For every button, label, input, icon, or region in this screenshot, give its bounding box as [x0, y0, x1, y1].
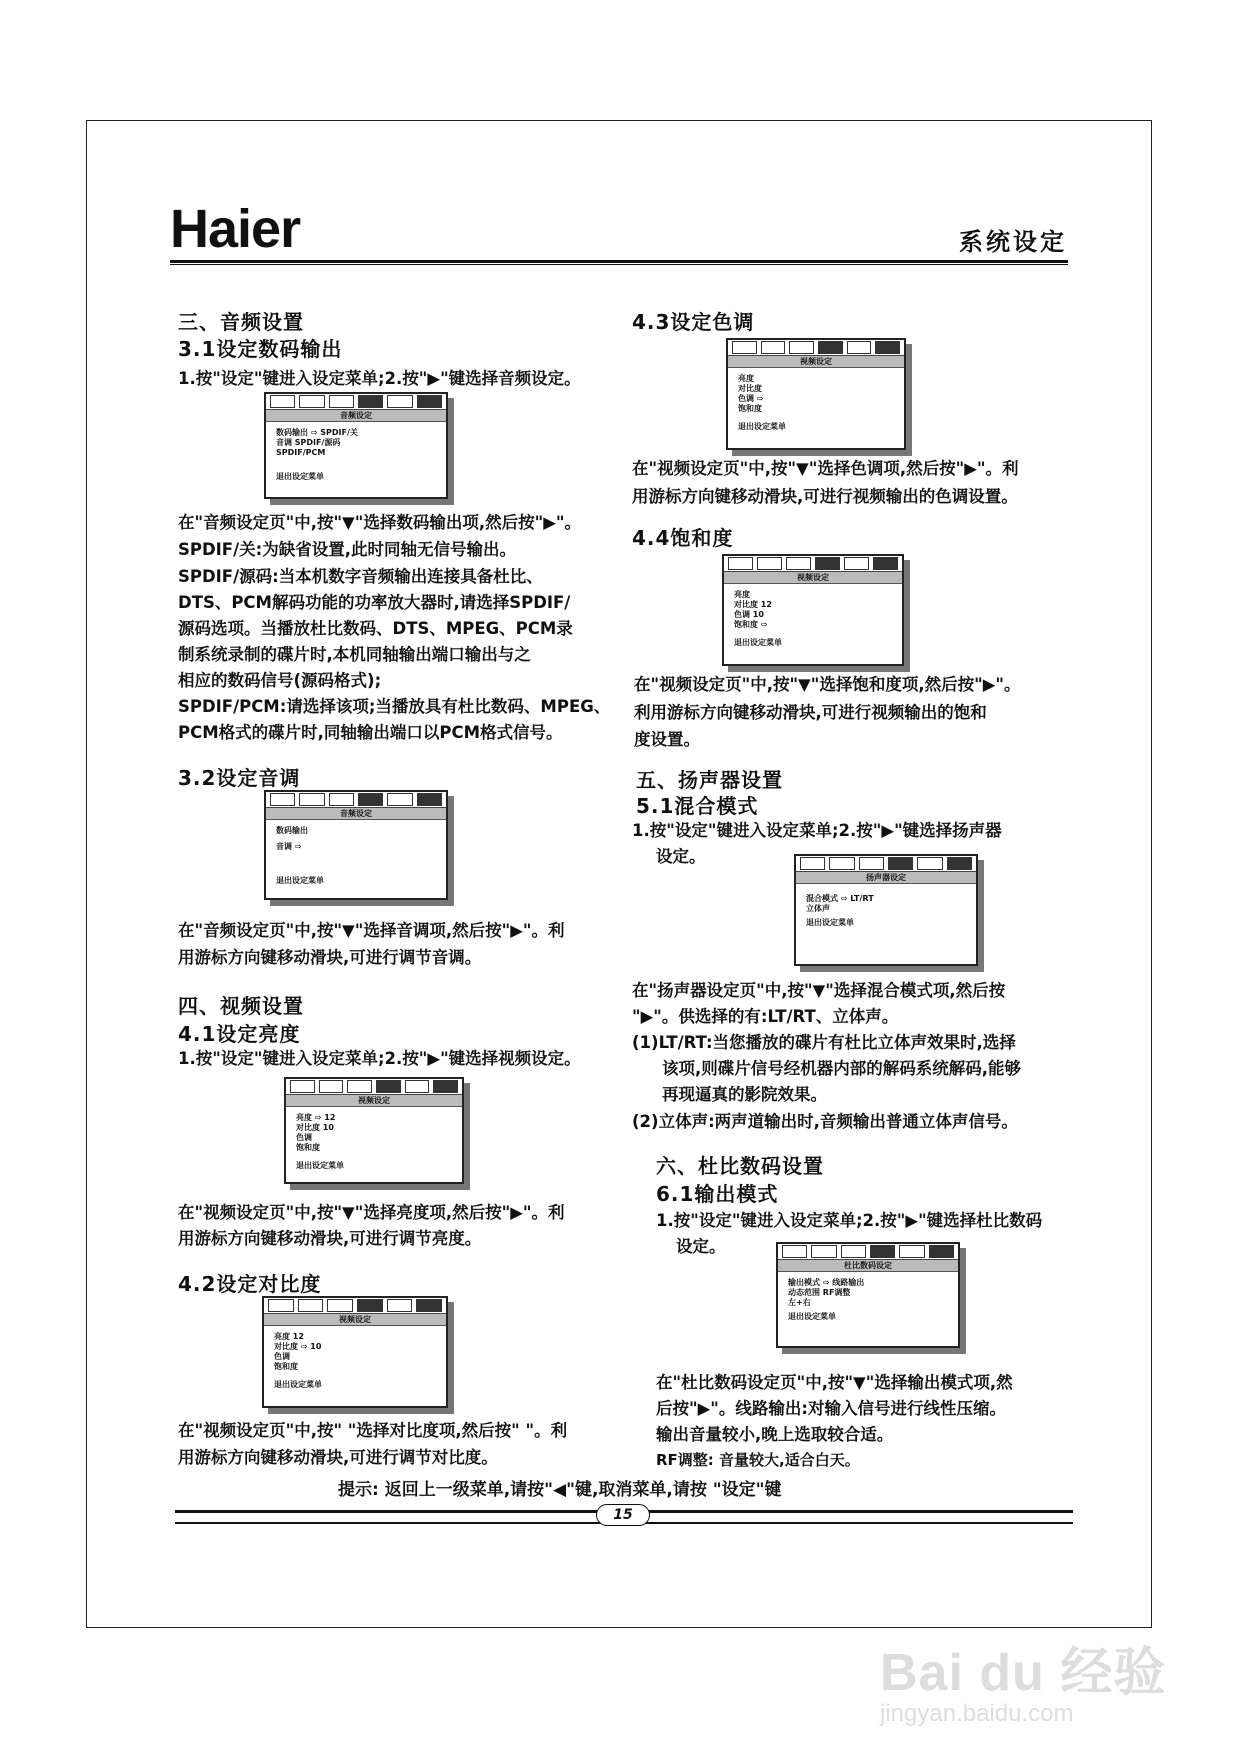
step-6-1: 1.按"设定"键进入设定菜单;2.按"▶"键选择杜比数码	[656, 1211, 1043, 1230]
para-3-1: 制系统录制的碟片时,本机同轴输出端口输出与之	[178, 645, 531, 664]
heading-3-1: 3.1设定数码输出	[178, 337, 343, 361]
menu-row: 饱和度	[738, 404, 762, 413]
video-menu-screenshot-3	[726, 338, 906, 450]
heading-5-1: 5.1混合模式	[636, 794, 759, 818]
menu-bar: 音频设定	[266, 410, 446, 422]
para-5-1: (1)LT/RT:当您播放的碟片有杜比立体声效果时,选择	[632, 1033, 1016, 1052]
heading-3-2: 3.2设定音调	[178, 766, 301, 790]
menu-bar: 视频设定	[728, 356, 904, 368]
para-4-4: 度设置。	[634, 730, 700, 749]
menu-row: 左+右	[788, 1298, 811, 1307]
menu-row: 亮度	[734, 590, 750, 599]
para-4-1: 在"视频设定页"中,按"▼"选择亮度项,然后按"▶"。利	[178, 1203, 565, 1222]
menu-row: 对比度 10	[296, 1123, 334, 1132]
baidu-watermark-url: jingyan.baidu.com	[880, 1700, 1074, 1727]
menu-row: 色调	[274, 1352, 290, 1361]
heading-4-4: 4.4饱和度	[632, 526, 734, 550]
para-6-1: 输出音量较小,晚上选取较合适。	[656, 1425, 894, 1444]
menu-row: 色调 10	[734, 610, 764, 619]
speaker-menu-screenshot	[794, 854, 978, 966]
menu-bar: 杜比数码设定	[778, 1260, 958, 1272]
menu-row: 数码输出	[276, 826, 308, 835]
menu-row: 动态范围 RF调整	[788, 1288, 851, 1297]
step-3-1: 1.按"设定"键进入设定菜单;2.按"▶"键选择音频设定。	[178, 369, 581, 388]
menu-bar: 视频设定	[724, 572, 902, 584]
para-4-4: 利用游标方向键移动滑块,可进行视频输出的饱和	[634, 703, 987, 722]
menu-bar: 视频设定	[264, 1314, 446, 1326]
heading-speaker: 五、扬声器设置	[636, 768, 783, 792]
step-5-1: 1.按"设定"键进入设定菜单;2.按"▶"键选择扬声器	[632, 821, 1002, 840]
menu-footer: 退出设定菜单	[738, 422, 786, 431]
para-4-3: 用游标方向键移动滑块,可进行视频输出的色调设置。	[632, 487, 1018, 506]
heading-4-1: 4.1设定亮度	[178, 1022, 301, 1046]
heading-dolby: 六、杜比数码设置	[656, 1154, 824, 1178]
menu-row: 饱和度	[296, 1143, 320, 1152]
para-3-1: DTS、PCM解码功能的功率放大器时,请选择SPDIF/	[178, 593, 571, 612]
video-menu-screenshot-2	[262, 1296, 448, 1408]
para-6-1: 后按"▶"。线路输出:对输入信号进行线性压缩。	[656, 1399, 1006, 1418]
menu-row: 色调 ⇨	[738, 394, 764, 403]
menu-footer: 退出设定菜单	[274, 1380, 322, 1389]
para-3-1: 相应的数码信号(源码格式);	[178, 671, 382, 690]
menu-bar: 视频设定	[286, 1095, 462, 1107]
para-5-1: 在"扬声器设定页"中,按"▼"选择混合模式项,然后按	[632, 981, 1006, 1000]
para-5-1: "▶"。供选择的有:LT/RT、立体声。	[632, 1007, 899, 1026]
haier-logo: Haier	[170, 199, 301, 259]
step-6-1: 设定。	[676, 1237, 726, 1256]
dolby-menu-screenshot	[776, 1242, 960, 1348]
menu-row: 亮度 ⇨ 12	[296, 1113, 336, 1122]
heading-video: 四、视频设置	[178, 994, 304, 1018]
menu-footer: 退出设定菜单	[296, 1161, 344, 1170]
menu-row: 对比度	[738, 384, 762, 393]
menu-row: 亮度 12	[274, 1332, 304, 1341]
menu-row: 对比度 ⇨ 10	[274, 1342, 322, 1351]
menu-row: 输出模式 ⇨ 线路输出	[788, 1278, 865, 1287]
heading-4-3: 4.3设定色调	[632, 310, 755, 334]
para-5-1: 再现逼真的影院效果。	[662, 1085, 827, 1104]
footer-tip: 提示: 返回上一级菜单,请按"◀"键,取消菜单,请按 "设定"键	[338, 1480, 782, 1500]
page-number: 15	[596, 1504, 650, 1526]
heading-4-2: 4.2设定对比度	[178, 1272, 322, 1296]
para-4-4: 在"视频设定页"中,按"▼"选择饱和度项,然后按"▶"。	[634, 675, 1021, 694]
menu-row: 色调	[296, 1133, 312, 1142]
para-4-1: 用游标方向键移动滑块,可进行调节亮度。	[178, 1229, 482, 1248]
baidu-watermark: Bai du 经验	[880, 1644, 1167, 1702]
para-3-1: SPDIF/PCM:请选择该项;当播放具有杜比数码、MPEG、	[178, 697, 611, 716]
menu-row: 退出设定菜单	[788, 1312, 836, 1321]
step-4-1: 1.按"设定"键进入设定菜单;2.按"▶"键选择视频设定。	[178, 1049, 581, 1068]
para-4-2: 在"视频设定页"中,按" "选择对比度项,然后按" "。利	[178, 1421, 568, 1440]
menu-footer: 退出设定菜单	[276, 876, 324, 885]
menu-footer: 退出设定菜单	[806, 918, 854, 927]
audio-menu-screenshot-2	[264, 790, 448, 900]
header-rule	[170, 260, 1068, 265]
menu-row: 数码输出 ⇨ SPDIF/关	[276, 428, 358, 437]
para-3-1: SPDIF/源码:当本机数字音频输出连接具备杜比、	[178, 567, 543, 586]
menu-row: 音调 ⇨	[276, 842, 302, 851]
menu-row: 立体声	[806, 904, 830, 913]
menu-footer: 退出设定菜单	[734, 638, 782, 647]
video-menu-screenshot-1	[284, 1077, 464, 1184]
menu-row: SPDIF/PCM	[276, 448, 326, 457]
para-3-1: PCM格式的碟片时,同轴输出端口以PCM格式信号。	[178, 723, 563, 742]
menu-row: 混合模式 ⇨ LT/RT	[806, 894, 874, 903]
step-5-1: 设定。	[656, 847, 706, 866]
menu-row: 对比度 12	[734, 600, 772, 609]
para-3-1: 源码选项。当播放杜比数码、DTS、MPEG、PCM录	[178, 619, 573, 638]
para-5-1: (2)立体声:两声道输出时,音频输出普通立体声信号。	[632, 1112, 1018, 1131]
menu-bar: 音频设定	[266, 808, 446, 820]
para-4-2: 用游标方向键移动滑块,可进行调节对比度。	[178, 1448, 498, 1467]
para-6-1: 在"杜比数码设定页"中,按"▼"选择输出模式项,然	[656, 1373, 1013, 1392]
menu-footer: 退出设定菜单	[276, 472, 324, 481]
menu-row: 亮度	[738, 374, 754, 383]
para-3-2: 在"音频设定页"中,按"▼"选择音调项,然后按"▶"。利	[178, 921, 565, 940]
audio-menu-screenshot-1	[264, 392, 448, 499]
menu-bar: 扬声器设定	[796, 872, 976, 884]
para-6-1: RF调整: 音量较大,适合白天。	[656, 1451, 860, 1469]
para-3-1: 在"音频设定页"中,按"▼"选择数码输出项,然后按"▶"。	[178, 513, 581, 532]
para-3-1: SPDIF/关:为缺省设置,此时同轴无信号输出。	[178, 540, 516, 559]
menu-row: 饱和度	[274, 1362, 298, 1371]
menu-row: 饱和度 ⇨	[734, 620, 768, 629]
para-5-1: 该项,则碟片信号经机器内部的解码系统解码,能够	[662, 1059, 1022, 1078]
heading-audio: 三、音频设置	[178, 310, 304, 334]
menu-row: 音调 SPDIF/源码	[276, 438, 341, 447]
section-title: 系统设定	[959, 228, 1067, 256]
para-4-3: 在"视频设定页"中,按"▼"选择色调项,然后按"▶"。利	[632, 459, 1019, 478]
video-menu-screenshot-4	[722, 554, 904, 666]
heading-6-1: 6.1输出模式	[656, 1182, 779, 1206]
para-3-2: 用游标方向键移动滑块,可进行调节音调。	[178, 948, 482, 967]
